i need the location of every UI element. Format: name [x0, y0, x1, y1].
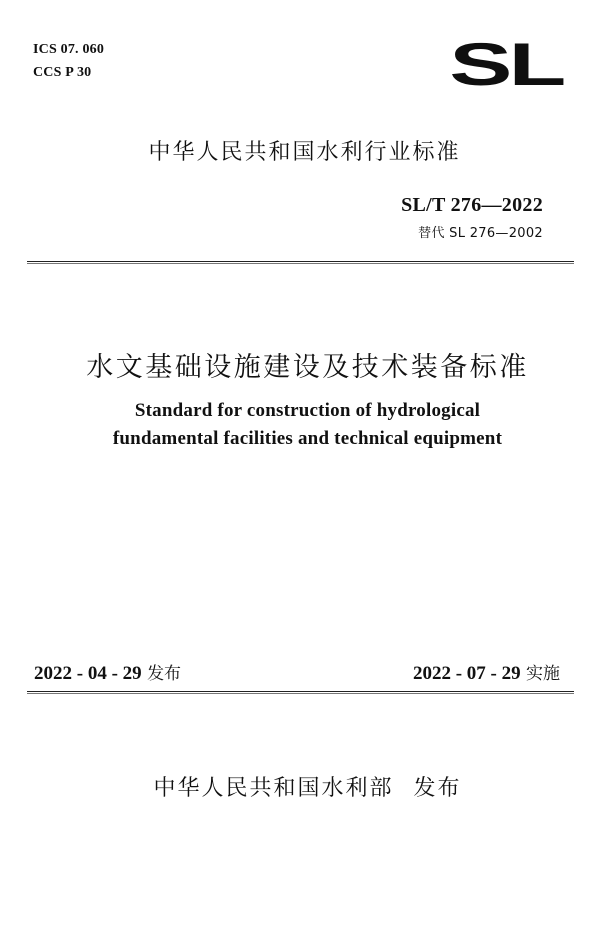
title-english-line-2: fundamental facilities and technical equipment: [112, 428, 503, 449]
title-chinese: 水文基础设施建设及技术装备标准: [86, 352, 529, 383]
replaces-note: 替代 SL 276—2002: [418, 226, 543, 241]
publisher-name: 中华人民共和国水利部: [153, 776, 394, 801]
issue-date: 2022 - 04 - 29: [34, 663, 142, 684]
publisher-action: 发布: [413, 776, 462, 801]
issue-label: 发布: [147, 664, 182, 684]
industry-standard-heading: 中华人民共和国水利行业标准: [148, 140, 461, 165]
issue-date-block: [34, 659, 181, 685]
sl-logo: SL: [449, 29, 563, 98]
ccs-code: CCS P 30: [33, 65, 92, 80]
implement-label: 实施: [526, 664, 560, 684]
ics-code: ICS 07. 060: [33, 42, 105, 57]
title-english-line-1: Standard for construction of hydrological: [134, 400, 481, 421]
implement-date-block: [413, 659, 560, 685]
bottom-divider: [27, 691, 574, 692]
implement-date: 2022 - 07 - 29: [412, 663, 521, 684]
standard-code: SL/T 276—2022: [401, 194, 543, 216]
top-divider: [27, 261, 574, 262]
publisher-block: [0, 771, 615, 802]
